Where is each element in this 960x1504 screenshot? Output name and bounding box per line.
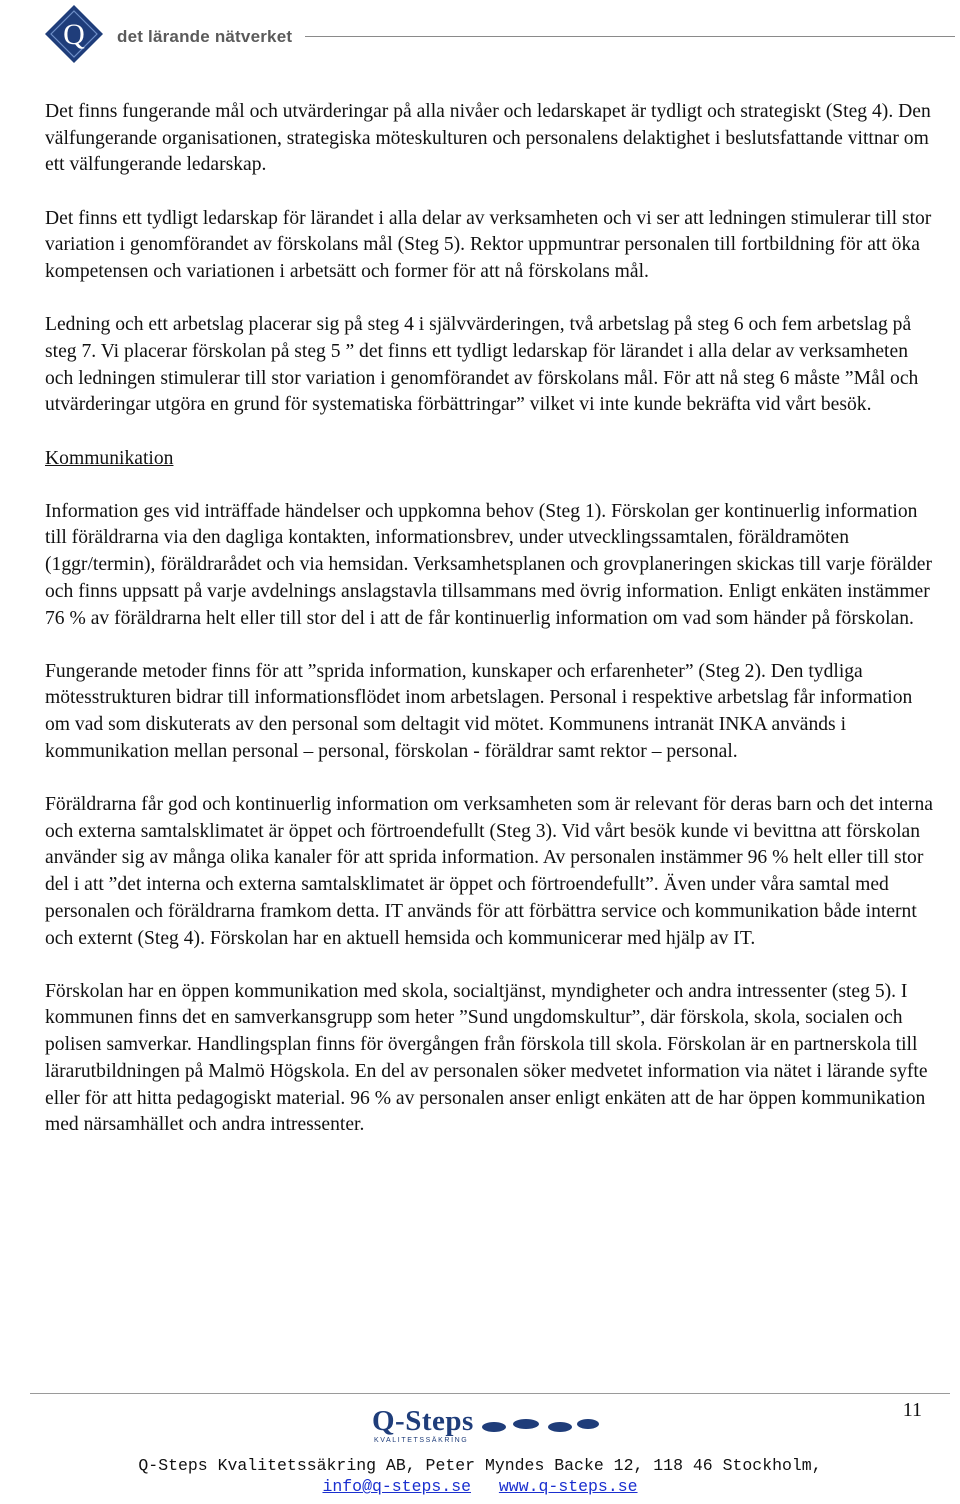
website-link[interactable]: www.q-steps.se — [498, 1477, 638, 1496]
footer-logo-text: Q-Steps — [372, 1405, 474, 1437]
footprints-icon — [480, 1415, 600, 1435]
section-heading: Kommunikation — [45, 447, 174, 469]
footer-logo-subtitle: KVALITETSSÄKRING — [374, 1437, 469, 1444]
footer-links — [0, 1477, 960, 1496]
paragraph: Fungerande metoder finns för att ”sprida information, kunskaper och erfarenheter” (Steg 2). Den tydliga mötesstrukturen bidrar till informationsflödet inom arbetslagen. Personal i respektive arbetslag får information om vad som diskuterats av den personal som deltagit vid mötet. Kommunens intranät INKA används i kommunikation mellan personal – personal, förskolan - föräldrar samt rektor – personal. — [45, 660, 913, 762]
paragraph: Det finns fungerande mål och utvärderingar på alla nivåer och ledarskapet är tydligt och strategiskt (Steg 4). Den välfungerande organisationen, strategiska möteskulturen och personalens delaktighet i beslutsfattande vittnar om ett välfungerande ledarskap. — [45, 101, 931, 176]
email-link[interactable]: info@q-steps.se — [322, 1477, 471, 1496]
footer-address: Q-Steps Kvalitetssäkring AB, Peter Myndes Backe 12, 118 46 Stockholm, — [138, 1456, 822, 1475]
page-header — [0, 0, 960, 70]
paragraph: Föräldrarna får god och kontinuerlig information om verksamheten som är relevant för deras barn och det interna och externa samtalsklimatet är öppet och förtroendefullt (Steg 3). Vid vårt besök kunde vi bevittna att förskolan använder sig av många olika kanaler för att sprida information. Av personalen instämmer 96 % helt eller till stor del i att ”det interna och externa samtalsklimatet är öppet och förtroendefullt”. Även under våra samtal med personalen och föräldrarna framkom detta. IT används för att förbättra service och kommunikation både internt och externt (Steg 4). Förskolan har en aktuell hemsida och kommunicerar med hjälp av IT. — [45, 794, 933, 949]
paragraph: Information ges vid inträffade händelser och uppkomna behov (Steg 1). Förskolan ger kontinuerlig information till föräldrarna via den dagliga kontakten, informationsbrev, under utvecklingssamtalen, föräldramöten (1ggr/termin), föräldrarådet och via hemsidan. Verksamhetsplanen och grovplaneringen skickas till varje förälder och finns uppsatt på varje avdelnings anslagstavla tillsammans med övrig information. Enligt enkäten instämmer 76 % av föräldrarna helt eller till stor del i att de får kontinuerlig information om vad som händer på förskolan. — [45, 500, 933, 629]
header-divider — [305, 36, 955, 37]
brand-name: det lärande nätverket — [117, 27, 293, 46]
paragraph: Det finns ett tydligt ledarskap för lärandet i alla delar av verksamheten och vi ser att ledningen stimulerar till stor variation i genomförandet av förskolans mål (Steg 5). Rektor uppmuntrar personalen till fortbildning för att öka kompetensen och variationen i arbetsätt och former för att nå förskolans mål. — [45, 207, 932, 283]
document-body — [45, 99, 935, 1166]
footer-divider — [30, 1393, 950, 1394]
q-logo-icon — [44, 4, 104, 64]
paragraph: Förskolan har en öppen kommunikation med skola, socialtjänst, myndigheter och andra intressenter (steg 5). I kommunen finns det en samverkansgrupp som heter ”Sund ungdomskultur”, där förskola, skola, socialen och polisen samverkar. Handlingsplan finns för övergången från förskola till skola. Förskolan är en partnerskola till lärarutbildningen på Malmö Högskola. En del av personalen söker medvetet information via nätet i lärande syfte eller för att hitta pedagogiskt material. 96 % av personalen anser enligt enkäten att de har öppen kommunikation med närsamhället och andra intressenter. — [45, 980, 928, 1136]
paragraph: Ledning och ett arbetslag placerar sig på steg 4 i självvärderingen, två arbetslag på steg 6 och fem arbetslag på steg 7. Vi placerar förskolan på steg 5 ” det finns ett tydligt ledarskap för lärandet i alla delar av verksamheten och ledningen stimulerar till stor variation i genomförandet av förskolans mål. För att nå steg 6 måste ”Mål och utvärderingar utgöra en grund för systematiska förbättringar” vilket vi inte kunde bekräfta vid vårt besök. — [45, 314, 919, 416]
footer-logo — [372, 1405, 602, 1451]
logo-letter: Q — [63, 18, 85, 51]
page-number: 11 — [902, 1399, 922, 1421]
